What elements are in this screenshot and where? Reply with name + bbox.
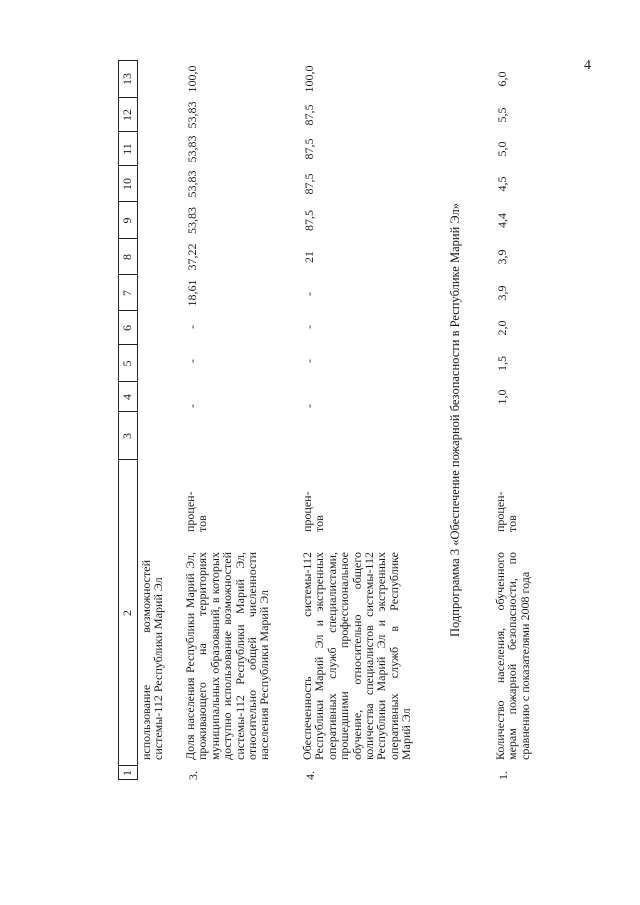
header-col-13: 13: [120, 73, 134, 85]
header-col-6: 6: [120, 325, 134, 331]
value-cell: -: [185, 359, 199, 363]
value-cell: 53,83: [185, 101, 199, 129]
value-cell: -: [302, 359, 316, 363]
header-col-1: 1: [120, 770, 134, 776]
value-cell: 53,83: [185, 207, 199, 234]
unit-cell: процен-тов: [493, 491, 520, 532]
header-col-5: 5: [120, 360, 134, 367]
indicator-text: Количество населения, обученного мерам пожарной безопасности, по сравнению с показателями 2008 года: [493, 552, 532, 760]
value-cell: 87,5: [302, 104, 316, 126]
value-cell: 37,22: [185, 243, 199, 271]
value-cell: 100,0: [302, 65, 316, 93]
value-cell: 4,4: [495, 213, 509, 228]
value-cell: -: [185, 404, 199, 408]
header-col-7: 7: [120, 290, 134, 296]
header-col-3: 3: [120, 433, 134, 439]
value-cell: 87,5: [302, 138, 316, 160]
row-number: 3.: [186, 771, 200, 780]
value-cell: 21: [302, 251, 316, 263]
value-cell: 87,5: [302, 173, 316, 195]
value-cell: 6,0: [495, 71, 509, 87]
header-col-11: 11: [120, 143, 134, 155]
value-cell: 4,5: [495, 176, 509, 192]
row-number: 4.: [303, 771, 317, 780]
table-top-border: [118, 60, 119, 780]
value-cell: 3,9: [495, 285, 509, 301]
value-cell: 1,0: [495, 389, 509, 405]
value-cell: 5,0: [495, 141, 509, 157]
value-cell: -: [302, 325, 316, 329]
header-col-4: 4: [120, 394, 134, 400]
value-cell: -: [185, 325, 199, 329]
header-col-10: 10: [120, 178, 134, 190]
value-cell: 18,61: [185, 279, 199, 307]
page-number: 4: [584, 58, 591, 73]
continued-indicator-text: использование возможностей системы-112 Республики Марий Эл: [139, 560, 166, 760]
value-cell: 2,0: [495, 320, 509, 336]
indicator-text: Обеспеченность системы-112 Республики Марий Эл и экстренных оперативных служб специалистами, прошедшими профессиональное обучение, относительно общего количества специалистов системы-112 Республики Марий Эл и экстренных оперативных служб в Республике Марий Эл: [300, 552, 414, 760]
value-cell: 53,83: [185, 170, 199, 198]
value-cell: 87,5: [302, 210, 316, 231]
header-col-12: 12: [120, 109, 134, 121]
header-col-9: 9: [120, 217, 134, 224]
value-cell: 1,5: [495, 356, 509, 371]
value-cell: 53,83: [185, 135, 199, 163]
value-cell: 3,9: [495, 249, 509, 265]
value-cell: -: [302, 404, 316, 408]
value-cell: 100,0: [185, 65, 199, 93]
value-cell: -: [302, 292, 316, 296]
landscape-table-sheet: [118, 60, 598, 780]
subprogram-title: Подпрограмма 3 «Обеспечение пожарной безопасности в Республике Марий Эл»: [448, 203, 462, 637]
header-bottom-border: [137, 60, 138, 780]
indicator-text: Доля населения Республики Марий Эл, проживающего на территориях муниципальных образований, в которых доступно использование возможностей системы-112 Республики Марий Эл, относительно общей численности населения Республики Марий Эл: [183, 552, 272, 760]
header-col-8: 8: [120, 254, 134, 260]
value-cell: 5,5: [495, 107, 509, 123]
row-number: 1.: [496, 771, 510, 780]
unit-cell: процен-тов: [300, 491, 327, 532]
unit-cell: процен-тов: [183, 491, 210, 532]
header-col-2: 2: [120, 610, 134, 616]
